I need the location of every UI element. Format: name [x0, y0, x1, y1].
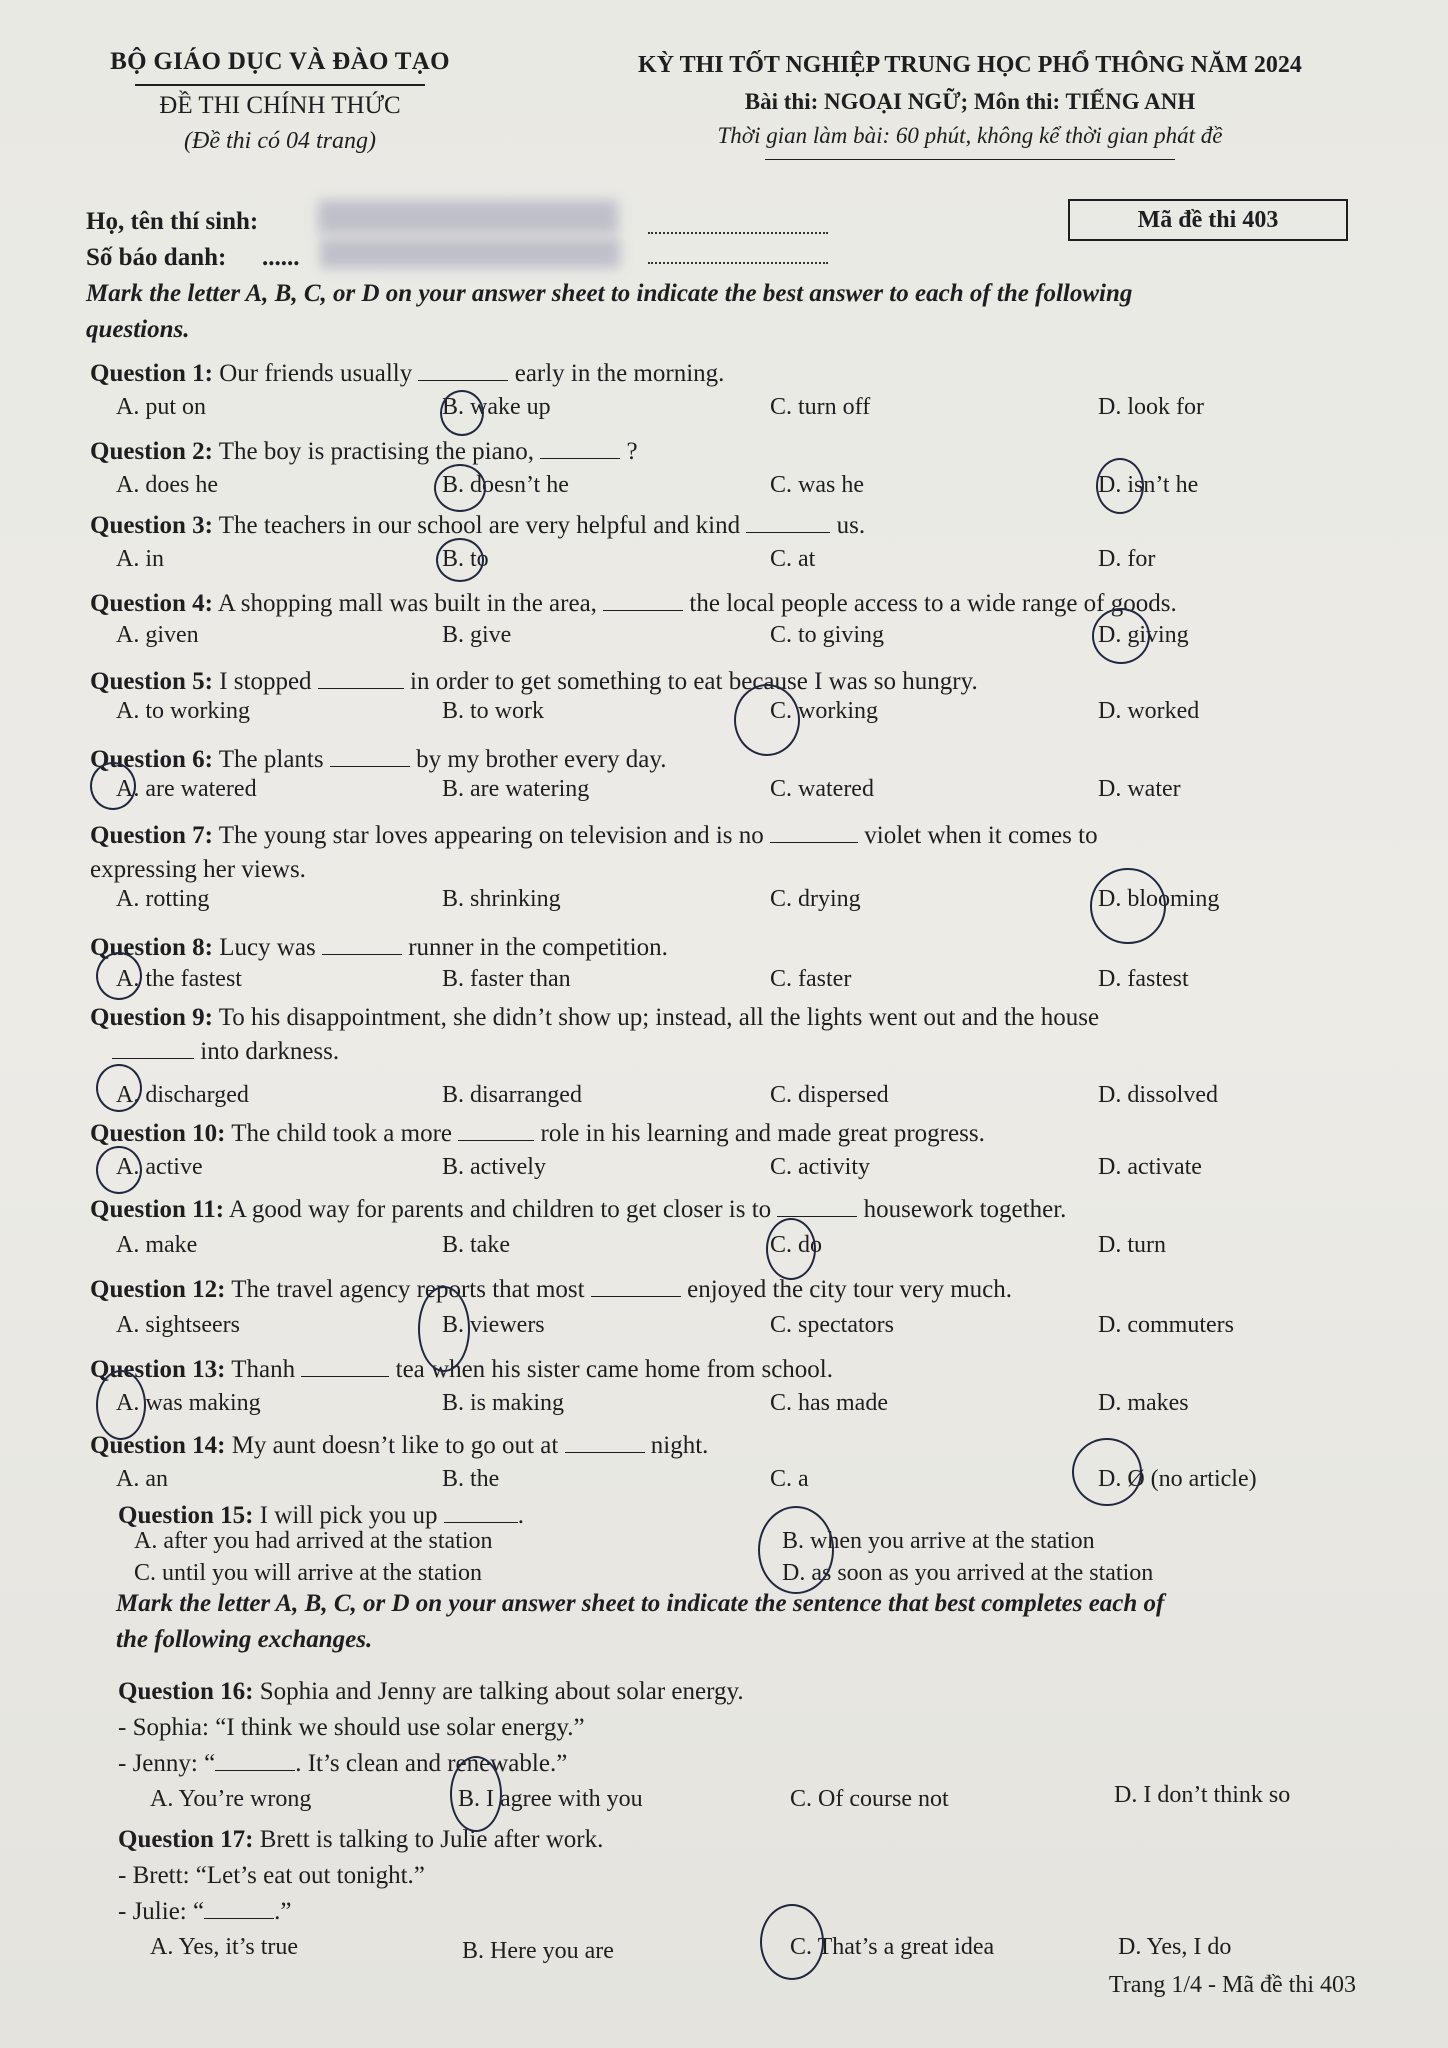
answer-blank: [458, 1122, 534, 1141]
question-label: Question 14:: [90, 1432, 226, 1459]
question-4: [90, 590, 1177, 618]
q13-option-a[interactable]: A. was making: [116, 1390, 261, 1416]
q1-option-c[interactable]: C. turn off: [770, 394, 871, 420]
q16-option-b[interactable]: B. I agree with you: [458, 1786, 643, 1812]
q1-option-d[interactable]: D. look for: [1098, 394, 1204, 420]
question-11: [90, 1196, 1066, 1224]
q12-option-d[interactable]: D. commuters: [1098, 1312, 1234, 1338]
answer-mark: [734, 684, 800, 756]
question-3: [90, 512, 865, 540]
q14-option-d[interactable]: D. Ø (no article): [1098, 1466, 1257, 1492]
question-stem: The young star loves appearing on television and is no: [218, 822, 764, 849]
q12-option-a[interactable]: A. sightseers: [116, 1312, 240, 1338]
question-stem: The plants: [218, 746, 324, 773]
answer-mark: [436, 538, 484, 582]
answer-mark: [434, 464, 486, 512]
q12-option-c[interactable]: C. spectators: [770, 1312, 894, 1338]
question-stem-end: runner in the competition.: [408, 934, 668, 961]
answer-blank: [318, 670, 404, 689]
question-stem-end: housework together.: [863, 1196, 1067, 1223]
question-stem: Our friends usually: [219, 360, 413, 387]
question-stem: The travel agency reports that most: [231, 1276, 585, 1303]
instruction-2-line2: the following exchanges.: [116, 1626, 373, 1653]
q8-option-c[interactable]: C. faster: [770, 966, 852, 992]
q3-option-c[interactable]: C. at: [770, 546, 816, 572]
q5-option-a[interactable]: A. to working: [116, 698, 250, 724]
question-16-label: Question 16:: [118, 1678, 254, 1705]
answer-blank: [591, 1278, 681, 1297]
question-stem-end: by my brother every day.: [416, 746, 667, 773]
q13-option-d[interactable]: D. makes: [1098, 1390, 1189, 1416]
answer-blank: [204, 1900, 274, 1919]
answer-mark: [90, 762, 136, 810]
question-2: [90, 438, 638, 466]
question-15: [118, 1502, 524, 1530]
q4-option-d[interactable]: D. giving: [1098, 622, 1189, 648]
answer-mark: [450, 1756, 502, 1832]
q5-option-d[interactable]: D. worked: [1098, 698, 1200, 724]
q9-option-c[interactable]: C. dispersed: [770, 1082, 889, 1108]
q9-option-a[interactable]: A. discharged: [116, 1082, 249, 1108]
q11-option-d[interactable]: D. turn: [1098, 1232, 1166, 1258]
answer-mark: [1072, 1438, 1142, 1506]
instruction-2-line1: Mark the letter A, B, C, or D on your answer sheet to indicate the sentence that best completes each of: [116, 1590, 1165, 1617]
question-6: [90, 746, 666, 774]
question-stem-end: early in the morning.: [514, 360, 725, 387]
answer-blank: [565, 1434, 645, 1453]
q3-option-d[interactable]: D. for: [1098, 546, 1156, 572]
answer-mark: [440, 390, 484, 436]
question-stem-end: tea when his sister came home from school.: [395, 1356, 834, 1383]
q17-option-b[interactable]: B. Here you are: [462, 1938, 614, 1964]
answer-blank: [215, 1752, 295, 1771]
page-footer: Trang 1/4 - Mã đề thi 403: [1108, 1972, 1356, 1998]
question-stem-end: the local people access to a wide range of goods.: [689, 590, 1177, 617]
name-dots: [648, 232, 828, 234]
instruction-2: [116, 1586, 1164, 1658]
q6-option-d[interactable]: D. water: [1098, 776, 1181, 802]
question-stem: The child took a more: [231, 1120, 453, 1147]
answer-blank: [603, 592, 683, 611]
q13-option-b[interactable]: B. is making: [442, 1390, 565, 1416]
answer-mark: [1096, 458, 1144, 514]
pages-note: (Đề thi có 04 trang): [184, 128, 376, 154]
question-stem: A shopping mall was built in the area,: [217, 590, 597, 617]
question-continuation-text: into darkness.: [200, 1038, 340, 1065]
q2-option-b[interactable]: B. doesn’t he: [442, 472, 569, 498]
question-stem: Thanh: [231, 1356, 296, 1383]
question-stem: A good way for parents and children to get closer is to: [228, 1196, 772, 1223]
header-divider: [135, 84, 425, 86]
q15-option-d[interactable]: D. as soon as you arrived at the station: [782, 1560, 1154, 1586]
q9-option-d[interactable]: D. dissolved: [1098, 1082, 1218, 1108]
q7-option-a[interactable]: A. rotting: [116, 886, 210, 912]
ministry-name: BỘ GIÁO DỤC VÀ ĐÀO TẠO: [110, 48, 450, 75]
answer-mark: [758, 1506, 834, 1594]
q15-option-a[interactable]: A. after you had arrived at the station: [134, 1528, 493, 1554]
q9-option-b[interactable]: B. disarranged: [442, 1082, 582, 1108]
question-5: [90, 668, 978, 696]
official-label: ĐỀ THI CHÍNH THỨC: [159, 92, 401, 119]
question-label: Question 12:: [90, 1276, 226, 1303]
answer-mark: [1092, 608, 1150, 664]
question-1: [90, 360, 724, 388]
question-label: Question 11:: [90, 1196, 225, 1223]
q17-option-d[interactable]: D. Yes, I do: [1118, 1934, 1232, 1960]
question-7: [90, 822, 1098, 850]
question-10: [90, 1120, 985, 1148]
question-stem: The teachers in our school are very helpful and kind: [218, 512, 741, 539]
header-right: [560, 52, 1380, 160]
candidate-id-label: Số báo danh:: [86, 244, 227, 271]
answer-blank: [301, 1358, 389, 1377]
q17-julie-line: [118, 1898, 291, 1926]
q13-option-c[interactable]: C. has made: [770, 1390, 888, 1416]
q17-option-a[interactable]: A. Yes, it’s true: [150, 1934, 299, 1960]
instruction-1-line2: questions.: [86, 316, 190, 343]
header-left: [80, 48, 480, 155]
answer-mark: [96, 1146, 142, 1194]
q8-option-a[interactable]: A. the fastest: [116, 966, 242, 992]
question-label: Question 8:: [90, 934, 213, 961]
q1-option-a[interactable]: A. put on: [116, 394, 206, 420]
question-stem-end: violet when it comes to: [864, 822, 1098, 849]
question-label: Question 13:: [90, 1356, 226, 1383]
q10-option-d[interactable]: D. activate: [1098, 1154, 1202, 1180]
q6-option-a[interactable]: A. are watered: [116, 776, 257, 802]
answer-blank: [112, 1040, 194, 1059]
answer-mark: [1090, 868, 1166, 944]
q4-option-c[interactable]: C. to giving: [770, 622, 885, 648]
q10-option-a[interactable]: A. active: [116, 1154, 203, 1180]
question-12: [90, 1276, 1012, 1304]
redacted-name: [318, 200, 618, 234]
answer-mark: [760, 1904, 824, 1980]
q16-jenny-line: [118, 1750, 567, 1778]
q17-julie-pre: - Julie: “: [118, 1898, 205, 1925]
question-16-text: Sophia and Jenny are talking about solar energy.: [259, 1678, 744, 1705]
q12-option-b[interactable]: B. viewers: [442, 1312, 545, 1338]
q15-option-b[interactable]: B. when you arrive at the station: [782, 1528, 1095, 1554]
question-stem-end: role in his learning and made great progress.: [540, 1120, 985, 1147]
header-right-divider: [765, 159, 1175, 160]
question-stem: Lucy was: [219, 934, 316, 961]
q11-option-b[interactable]: B. take: [442, 1232, 510, 1258]
q8-option-b[interactable]: B. faster than: [442, 966, 571, 992]
answer-blank: [540, 440, 620, 459]
question-label: Question 4:: [90, 590, 213, 617]
question-17-label: Question 17:: [118, 1826, 254, 1853]
time-line: Thời gian làm bài: 60 phút, không kể thời gian phát đề: [717, 123, 1223, 148]
question-continuation-text: expressing her views.: [90, 856, 306, 883]
instruction-1: [86, 276, 1132, 348]
q5-option-c[interactable]: C. working: [770, 698, 878, 724]
question-label: Question 5:: [90, 668, 213, 695]
answer-blank: [330, 748, 410, 767]
exam-code-box: Mã đề thi 403: [1068, 199, 1348, 241]
q5-option-b[interactable]: B. to work: [442, 698, 544, 724]
question-stem: My aunt doesn’t like to go out at: [231, 1432, 559, 1459]
q4-option-b[interactable]: B. give: [442, 622, 512, 648]
answer-blank: [777, 1198, 857, 1217]
q11-option-c[interactable]: C. do: [770, 1232, 823, 1258]
answer-mark: [766, 1218, 816, 1280]
answer-blank: [746, 514, 830, 533]
q2-option-c[interactable]: C. was he: [770, 472, 864, 498]
question-label: Question 3:: [90, 512, 213, 539]
question-stem-end: .: [517, 1502, 524, 1529]
question-8: [90, 934, 668, 962]
question-continuation: [90, 856, 306, 884]
q11-option-a[interactable]: A. make: [116, 1232, 198, 1258]
candidate-name-label: Họ, tên thí sinh:: [86, 208, 259, 235]
question-continuation: [112, 1038, 339, 1066]
q16-option-d[interactable]: D. I don’t think so: [1114, 1782, 1291, 1808]
question-9: [90, 1004, 1099, 1032]
question-16: [118, 1678, 744, 1706]
q16-option-c[interactable]: C. Of course not: [790, 1786, 949, 1812]
q2-option-d[interactable]: D. isn’t he: [1098, 472, 1199, 498]
q14-option-a[interactable]: A. an: [116, 1466, 168, 1492]
question-label: Question 6:: [90, 746, 213, 773]
question-17: [118, 1826, 603, 1854]
answer-blank: [444, 1504, 518, 1523]
q1-option-b[interactable]: B. wake up: [442, 394, 551, 420]
q6-option-b[interactable]: B. are watering: [442, 776, 590, 802]
answer-blank: [770, 824, 858, 843]
question-label: Question 10:: [90, 1120, 226, 1147]
exam-title: KỲ THI TỐT NGHIỆP TRUNG HỌC PHỔ THÔNG NĂM 2024: [638, 52, 1302, 78]
answer-mark: [96, 1064, 142, 1112]
q15-option-c[interactable]: C. until you will arrive at the station: [134, 1560, 482, 1586]
question-stem-end: night.: [650, 1432, 709, 1459]
q10-option-c[interactable]: C. activity: [770, 1154, 870, 1180]
question-17-text: Brett is talking to Julie after work.: [259, 1826, 604, 1853]
q3-option-a[interactable]: A. in: [116, 546, 164, 572]
question-label: Question 1:: [90, 360, 213, 387]
q17-option-c[interactable]: C. That’s a great idea: [790, 1934, 995, 1960]
answer-mark: [418, 1286, 470, 1372]
question-stem-end: in order to get something to eat because I was so hungry.: [410, 668, 978, 695]
question-stem-end: us.: [836, 512, 866, 539]
q16-option-a[interactable]: A. You’re wrong: [150, 1786, 312, 1812]
question-label: Question 9:: [90, 1004, 213, 1031]
question-stem: To his disappointment, she didn’t show up; instead, all the lights went out and the house: [218, 1004, 1100, 1031]
question-label: Question 2:: [90, 438, 213, 465]
instruction-1-line1: Mark the letter A, B, C, or D on your answer sheet to indicate the best answer to each of the following: [86, 280, 1133, 307]
question-stem: I will pick you up: [259, 1502, 438, 1529]
q10-option-b[interactable]: B. actively: [442, 1154, 546, 1180]
q14-option-b[interactable]: B. the: [442, 1466, 500, 1492]
q7-option-d[interactable]: D. blooming: [1098, 886, 1220, 912]
subject-line: Bài thi: NGOẠI NGỮ; Môn thi: TIẾNG ANH: [744, 89, 1196, 114]
question-14: [90, 1432, 708, 1460]
answer-mark: [96, 1370, 146, 1440]
question-stem-end: enjoyed the city tour very much.: [687, 1276, 1013, 1303]
q16-jenny-post: . It’s clean and renewable.”: [295, 1750, 568, 1777]
question-stem-end: ?: [626, 438, 638, 465]
question-label: Question 15:: [118, 1502, 254, 1529]
candidate-id-dots: ......: [262, 244, 300, 271]
answer-blank: [418, 362, 508, 381]
question-label: Question 7:: [90, 822, 213, 849]
q17-brett-line: - Brett: “Let’s eat out tonight.”: [118, 1862, 425, 1889]
question-stem: The boy is practising the piano,: [218, 438, 534, 465]
q7-option-b[interactable]: B. shrinking: [442, 886, 561, 912]
q4-option-a[interactable]: A. given: [116, 622, 199, 648]
q16-sophia-line: - Sophia: “I think we should use solar energy.”: [118, 1714, 585, 1741]
q8-option-d[interactable]: D. fastest: [1098, 966, 1189, 992]
id-dots: [648, 262, 828, 264]
q7-option-c[interactable]: C. drying: [770, 886, 861, 912]
q14-option-c[interactable]: C. a: [770, 1466, 809, 1492]
answer-blank: [322, 936, 402, 955]
question-stem: I stopped: [219, 668, 312, 695]
redacted-id: [320, 238, 620, 268]
q3-option-b[interactable]: B. to: [442, 546, 489, 572]
q2-option-a[interactable]: A. does he: [116, 472, 218, 498]
q16-jenny-pre: - Jenny: “: [118, 1750, 216, 1777]
q6-option-c[interactable]: C. watered: [770, 776, 874, 802]
q17-julie-post: .”: [274, 1898, 292, 1925]
answer-mark: [96, 952, 142, 1000]
